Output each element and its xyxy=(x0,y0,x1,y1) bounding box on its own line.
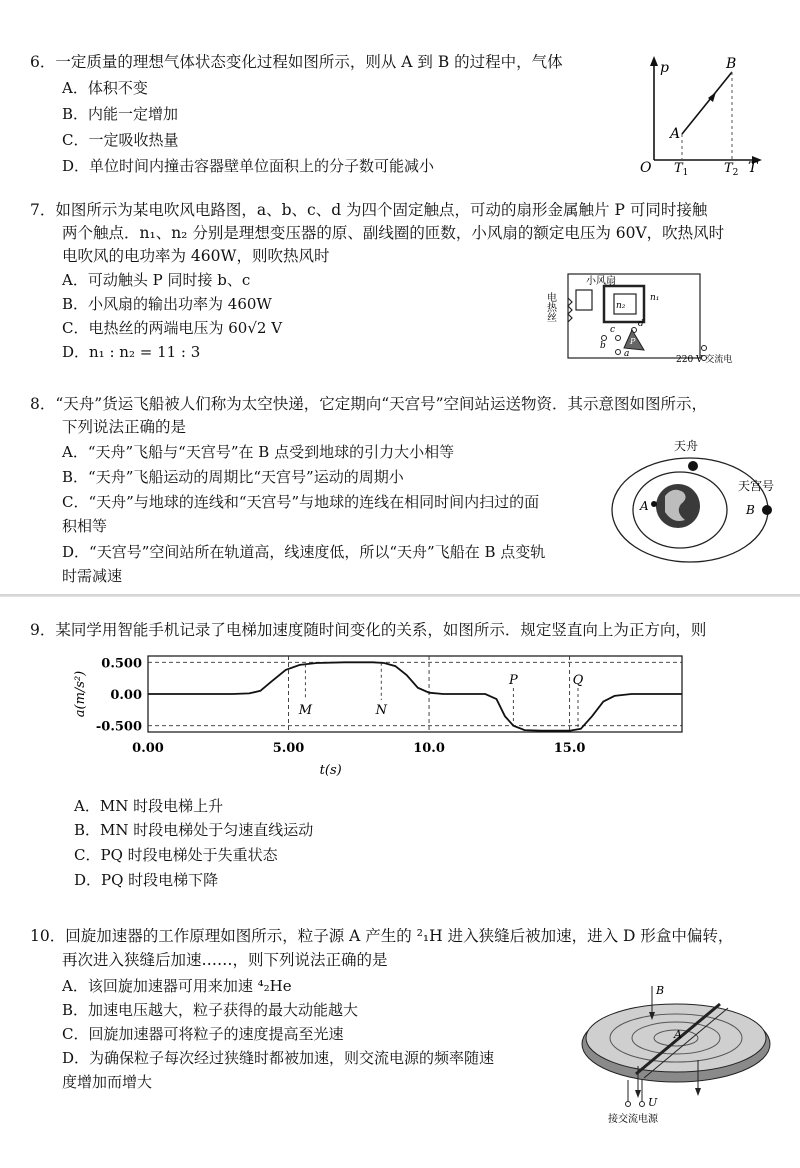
q6-axis-t: T xyxy=(748,160,758,176)
chart-x-label: t(s) xyxy=(319,763,342,778)
q8-option-c: C．“天舟”与地球的连线和“天宫号”与地球的连线在相同时间内扫过的面 xyxy=(62,493,540,511)
q7-option-d: D．n₁ : n₂ = 11 : 3 xyxy=(62,343,201,361)
q10-stem-line2: 再次进入狭缝后加速……，则下列说法正确的是 xyxy=(62,951,388,969)
q6-option-b: B．内能一定增加 xyxy=(62,105,179,123)
q7-b-label: b xyxy=(600,341,606,351)
chart-y-label: a(m/s²) xyxy=(73,670,88,718)
q7-a-label: a xyxy=(624,349,630,359)
q7-stem-line3: 电吹风的电功率为 460W，则吹热风时 xyxy=(62,247,330,265)
q7-c-label: c xyxy=(610,325,616,335)
q6-t2: T xyxy=(724,161,733,176)
q6-pt-diagram xyxy=(636,52,764,178)
chart-x-tick: 15.0 xyxy=(553,741,586,756)
q6-option-d: D．单位时间内撞击容器壁单位面积上的分子数可能减小 xyxy=(62,157,435,175)
q10-option-c: C．回旋加速器可将粒子的速度提高至光速 xyxy=(62,1025,344,1043)
q8-stem-line1: 8．“天舟”货运飞船被人们称为太空快递，它定期向“天宫号”空间站运送物资．其示意图如图所示， xyxy=(30,395,708,413)
chart-marker-n: N xyxy=(375,703,387,718)
q8-option-b: B．“天舟”飞船运动的周期比“天宫号”运动的周期小 xyxy=(62,468,404,486)
q7-fan-label: 小风扇 xyxy=(586,276,616,287)
q8-option-d: D．“天宫号”空间站所在轨道高，线速度低，所以“天舟”飞船在 B 点变轨 xyxy=(62,543,546,561)
q6-option-c: C．一定吸收热量 xyxy=(62,131,179,149)
chart-x-tick: 10.0 xyxy=(413,741,445,756)
chart-y-tick: -0.500 xyxy=(95,719,142,735)
q6-point-a: A xyxy=(670,126,681,142)
q7-option-b: B．小风扇的输出功率为 460W xyxy=(62,295,272,313)
q8-point-a: A xyxy=(640,499,649,513)
q8-tianzhou-label: 天舟 xyxy=(674,439,699,453)
q10-b-label: B xyxy=(656,984,665,997)
q6-origin: O xyxy=(640,160,652,176)
q7-stem-line2: 两个触点．n₁、n₂ 分别是理想变压器的原、副线圈的匝数，小风扇的额定电压为 60V，吹热风时 xyxy=(62,224,725,242)
q7-option-c: C．电热丝的两端电压为 60√2 V xyxy=(62,319,283,337)
q6-axis-p: p xyxy=(660,60,669,76)
q9-stem: 9．某同学用智能手机记录了电梯加速度随时间变化的关系，如图所示．规定竖直向上为正方向，则 xyxy=(30,621,707,639)
q9-acceleration-chart xyxy=(72,648,692,788)
q8-option-a: A．“天舟”飞船与“天宫号”在 B 点受到地球的引力大小相等 xyxy=(62,443,455,461)
q7-stem-line1: 7．如图所示为某电吹风电路图，a、b、c、d 为四个固定触点，可动的扇形金属触片 P 可同时接触 xyxy=(30,201,708,219)
q6-t2-sub: 2 xyxy=(732,168,739,178)
q8-option-c-cont: 积相等 xyxy=(62,517,108,535)
q9-option-c: C．PQ 时段电梯处于失重状态 xyxy=(74,846,278,864)
q10-stem-line1: 10．回旋加速器的工作原理如图所示，粒子源 A 产生的 ²₁H 进入狭缝后被加速，进入 D 形盒中偏转， xyxy=(30,927,734,945)
chart-x-tick: 5.00 xyxy=(272,741,305,756)
q7-heater-label: 电热丝 xyxy=(544,292,556,322)
q7-n2-label: n₂ xyxy=(616,301,626,311)
q6-stem: 6．一定质量的理想气体状态变化过程如图所示，则从 A 到 B 的过程中，气体 xyxy=(30,53,563,71)
q7-source-label: 220 V 交流电 xyxy=(676,355,733,365)
q9-option-d: D．PQ 时段电梯下降 xyxy=(74,871,219,889)
q10-option-a: A．该回旋加速器可用来加速 ⁴₂He xyxy=(62,977,292,995)
q8-tiangong-label: 天宫号 xyxy=(738,479,775,493)
chart-series-line xyxy=(148,662,682,730)
q10-option-d-cont: 度增加而增大 xyxy=(62,1073,153,1091)
svg-text:T2 xyxy=(724,161,738,178)
q6-t1: T xyxy=(674,161,683,176)
q6-point-b: B xyxy=(726,56,737,72)
q8-stem-line2: 下列说法正确的是 xyxy=(62,418,187,436)
q10-option-b: B．加速电压越大，粒子获得的最大动能越大 xyxy=(62,1001,359,1019)
q7-circuit-diagram xyxy=(546,268,760,364)
chart-marker-p: P xyxy=(508,673,518,688)
page-divider xyxy=(0,594,800,597)
chart-y-tick: 0.500 xyxy=(101,656,142,672)
svg-text:T1 xyxy=(674,161,688,178)
chart-marker-m: M xyxy=(298,703,313,718)
q7-d-label: d xyxy=(638,319,644,329)
q10-cyclotron-diagram xyxy=(578,976,774,1126)
q7-p-label: P xyxy=(630,337,636,346)
q6-option-a: A．体积不变 xyxy=(62,79,148,97)
q10-u-label: U xyxy=(648,1096,658,1109)
q8-point-b: B xyxy=(746,503,755,517)
q7-n1-label: n₁ xyxy=(650,293,660,303)
q10-option-d: D．为确保粒子每次经过狭缝时都被加速，则交流电源的频率随速 xyxy=(62,1049,495,1067)
q10-caption: 接交流电源 xyxy=(608,1114,658,1125)
q8-orbit-diagram xyxy=(610,438,790,588)
q8-option-d-cont: 时需减速 xyxy=(62,567,123,585)
q7-option-a: A．可动触头 P 同时接 b、c xyxy=(62,271,251,289)
chart-y-tick: 0.00 xyxy=(110,688,142,703)
q9-option-a: A．MN 时段电梯上升 xyxy=(74,797,224,815)
q6-t1-sub: 1 xyxy=(682,168,689,178)
chart-marker-q: Q xyxy=(572,673,584,688)
chart-x-tick: 0.00 xyxy=(132,741,164,756)
q9-option-b: B．MN 时段电梯处于匀速直线运动 xyxy=(74,821,314,839)
q10-a-label: A xyxy=(674,1028,682,1041)
